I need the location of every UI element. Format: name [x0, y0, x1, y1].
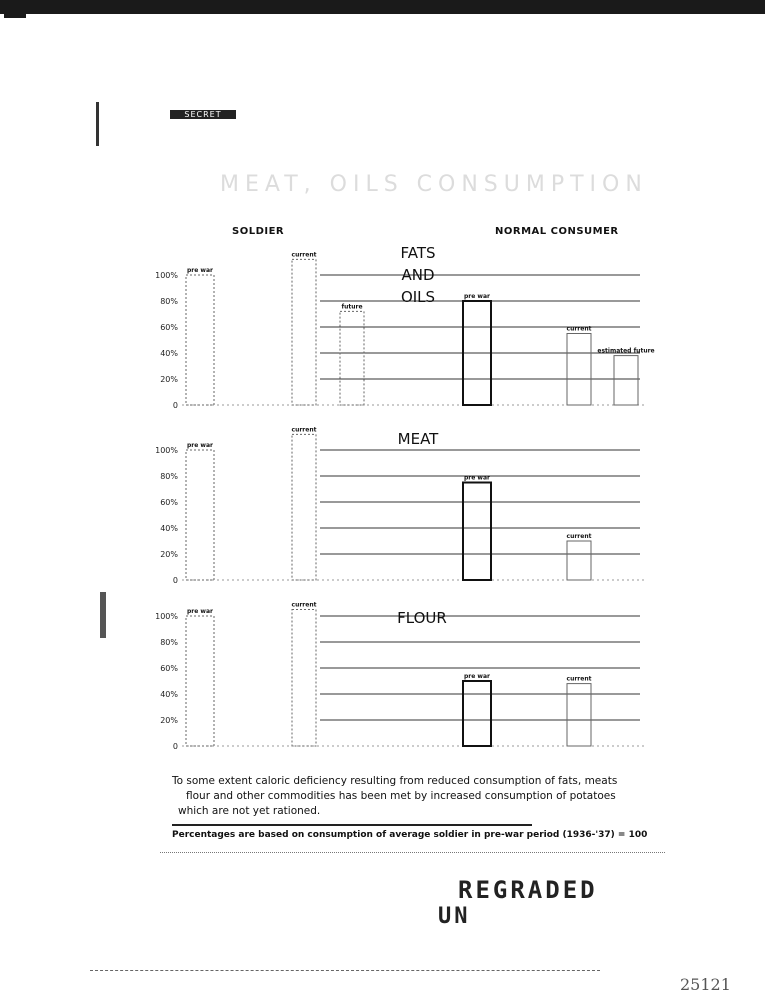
y-tick-label: 80% — [160, 638, 178, 647]
soldier-bar-label: pre war — [187, 442, 213, 449]
y-tick-label: 0 — [172, 576, 178, 585]
y-tick-label: 100% — [155, 446, 178, 455]
soldier-bar-label: current — [291, 251, 317, 259]
bottom-rule — [90, 970, 600, 971]
y-tick-label: 60% — [160, 323, 178, 332]
chart-title-line: OILS — [400, 288, 436, 306]
y-tick-label: 20% — [160, 375, 178, 384]
soldier-bar — [292, 610, 316, 747]
regraded-stamp: REGRADED — [458, 876, 598, 904]
consumer-bar-label: current — [566, 533, 592, 540]
y-tick-label: 20% — [160, 716, 178, 725]
faded-title: MEAT, OILS CONSUMPTION — [220, 172, 648, 197]
soldier-column-heading: SOLDIER — [232, 226, 285, 237]
classification-marking: SECRET — [170, 110, 236, 119]
consumer-bar — [463, 681, 491, 746]
consumer-bar — [567, 684, 591, 746]
y-tick-label: 20% — [160, 550, 178, 559]
consumer-bar-label: pre war — [464, 673, 490, 680]
soldier-bar-label: current — [291, 426, 317, 434]
chart-title-line: FATS — [400, 244, 436, 262]
consumer-bar-label: current — [566, 675, 592, 683]
consumer-bar-label: estimated future — [597, 347, 655, 355]
soldier-bar — [186, 450, 214, 580]
y-tick-label: 40% — [160, 524, 178, 533]
footnote-line-3: which are not yet rationed. — [178, 805, 321, 817]
soldier-bar — [186, 616, 214, 746]
footnote — [172, 774, 642, 819]
percentage-basis-note: Percentages are based on consumption of average soldier in pre-war period (1936-'37) = 100 — [172, 830, 648, 840]
consumer-bar — [567, 334, 591, 406]
consumer-bar-label: pre war — [464, 474, 490, 482]
dotted-border — [160, 852, 665, 853]
chart-title-line: AND — [401, 266, 435, 284]
soldier-bar-label: current — [291, 601, 317, 609]
y-tick-label: 0 — [172, 401, 178, 410]
y-tick-label: 100% — [155, 612, 178, 621]
soldier-bar — [292, 259, 316, 405]
page-number: 25121 — [680, 975, 731, 994]
footnote-rule — [172, 824, 532, 826]
unclassified-stamp: UN — [438, 904, 471, 929]
consumer-column-heading: NORMAL CONSUMER — [495, 226, 619, 237]
consumer-bar — [614, 356, 638, 405]
chart-title-line: MEAT — [397, 430, 439, 448]
consumer-bar-label: pre war — [464, 293, 490, 300]
y-tick-label: 60% — [160, 664, 178, 673]
y-tick-label: 0 — [172, 742, 178, 751]
footnote-line-2: flour and other commodities has been met by increased consumption of potatoes — [186, 790, 616, 802]
consumer-bar — [567, 541, 591, 580]
footnote-line-1: To some extent caloric deficiency resulting from reduced consumption of fats, meats — [172, 775, 618, 787]
y-tick-label: 80% — [160, 472, 178, 481]
y-tick-label: 40% — [160, 349, 178, 358]
soldier-bar-label: pre war — [187, 267, 213, 274]
chart-title-line: FLOUR — [397, 609, 447, 627]
y-tick-label: 40% — [160, 690, 178, 699]
soldier-bar — [186, 275, 214, 405]
y-tick-label: 60% — [160, 498, 178, 507]
soldier-bar-label: pre war — [187, 608, 213, 615]
soldier-bar-label: future — [341, 303, 363, 311]
y-tick-label: 100% — [155, 271, 178, 280]
soldier-bar — [340, 311, 364, 405]
consumer-bar — [463, 483, 491, 581]
consumer-bar-label: current — [566, 325, 592, 333]
soldier-bar — [292, 434, 316, 580]
y-tick-label: 80% — [160, 297, 178, 306]
